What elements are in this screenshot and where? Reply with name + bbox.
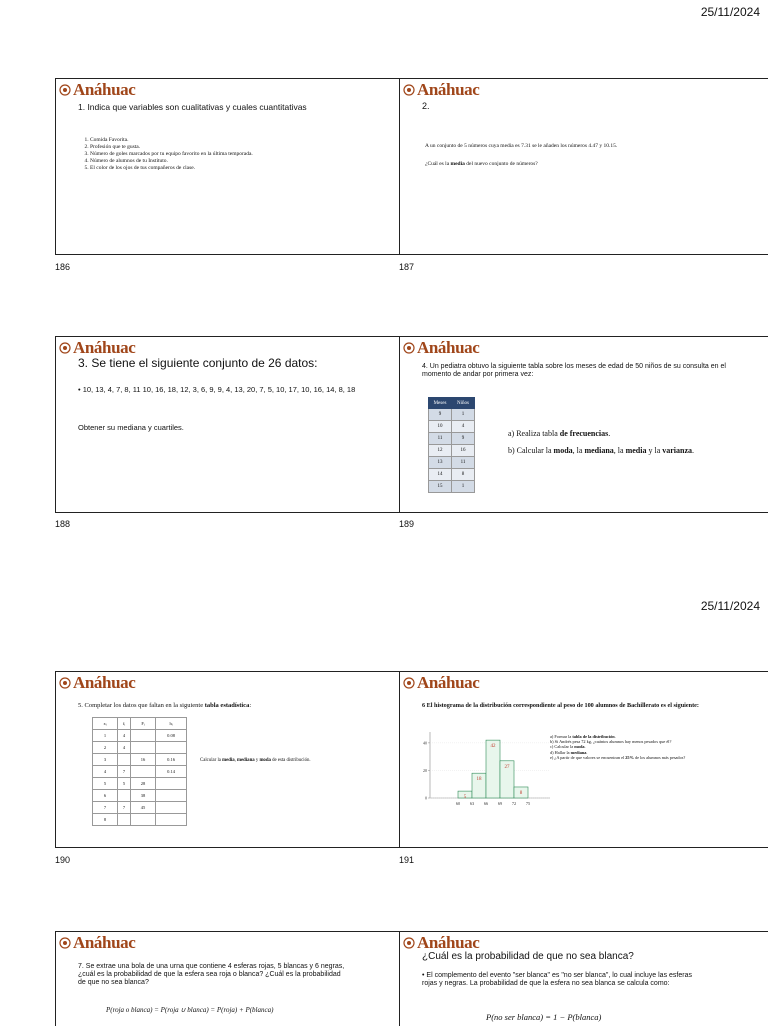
slide-193[interactable] bbox=[399, 931, 768, 1026]
task-text: Calcular la media, mediana y moda de esta distribución. bbox=[200, 758, 311, 763]
y-tick-label: 0 bbox=[425, 795, 427, 801]
question-text: A un conjunto de 5 números cuya media es 7.31 se le añaden los números 4.47 y 10.15. bbox=[425, 143, 618, 149]
x-tick-label: 60 bbox=[455, 801, 461, 806]
table-row: 15 1 bbox=[429, 481, 475, 493]
slide-190[interactable] bbox=[55, 671, 425, 848]
list-item: 3. Número de goles marcados por tu equipo favorito en la última temporada. bbox=[90, 151, 420, 158]
table-row: 10 4 bbox=[429, 421, 475, 433]
brand-logo: Anáhuac bbox=[59, 339, 135, 357]
anahuac-seal-icon bbox=[59, 677, 71, 689]
x-tick-label: 72 bbox=[511, 801, 517, 806]
brand-logo: Anáhuac bbox=[59, 81, 135, 99]
slide-title: 3. Se tiene el siguiente conjunto de 26 datos: bbox=[78, 356, 318, 370]
anahuac-seal-icon bbox=[403, 84, 415, 96]
question-list bbox=[78, 137, 420, 172]
list-item: 2. Profesión que te gusta. bbox=[90, 144, 420, 151]
question-a: a) Formar la tabla de la distribución. bbox=[550, 734, 616, 739]
slide-186[interactable] bbox=[55, 78, 425, 255]
frequency-table bbox=[428, 397, 475, 493]
formula: P(roja o blanca) = P(roja ∪ blanca) = P(roja) + P(blanca) bbox=[106, 1006, 274, 1014]
x-tick-label: 69 bbox=[497, 801, 503, 806]
brand-logo: Anáhuac bbox=[59, 934, 135, 952]
x-tick-label: 75 bbox=[525, 801, 531, 806]
data-list: • 10, 13, 4, 7, 8, 11 10, 16, 18, 12, 3, 6, 9, 9, 4, 13, 20, 7, 5, 10, 17, 10, 16, 14, 8, 18 bbox=[78, 385, 356, 394]
question-e: e) ¿A partir de que valores se encuentran el 25% de los alumnos más pesados? bbox=[550, 754, 686, 760]
slide-title: 6 El histograma de la distribución correspondiente al peso de 100 alumnos de Bachillerato es el siguiente: bbox=[422, 702, 699, 709]
table-row: 12 16 bbox=[429, 445, 475, 457]
list-item: 5. El color de los ojos de tus compañeros de clase. bbox=[90, 165, 420, 172]
brand-logo: Anáhuac bbox=[403, 674, 479, 692]
slide-192[interactable] bbox=[55, 931, 425, 1026]
question-d: d) Hallar la mediana. bbox=[550, 749, 588, 755]
y-tick-label: 20 bbox=[423, 767, 427, 773]
slide-number: 188 bbox=[55, 519, 71, 529]
slide-title: ¿Cuál es la probabilidad de que no sea blanca? bbox=[422, 951, 634, 962]
y-tick-label: 40 bbox=[423, 740, 427, 746]
anahuac-seal-icon bbox=[403, 677, 415, 689]
task-text: Obtener su mediana y cuartiles. bbox=[78, 423, 184, 432]
slide-number: 190 bbox=[55, 855, 71, 865]
slide-188[interactable] bbox=[55, 336, 425, 513]
task-list bbox=[508, 425, 698, 459]
slide-191[interactable] bbox=[399, 671, 768, 848]
bar-value-label: 27 bbox=[504, 764, 510, 770]
task-b: b) Calcular la moda, la mediana, la media y la varianza. bbox=[508, 446, 695, 455]
brand-logo: Anáhuac bbox=[403, 81, 479, 99]
bar-value-label: 18 bbox=[476, 777, 482, 783]
task-a: a) Realiza tabla de frecuencias. bbox=[508, 429, 611, 438]
brand-logo: Anáhuac bbox=[403, 934, 479, 952]
question-b: b) Si Andrés pesa 72 kg, ¿cuántos alumnos hay menos pesados que él? bbox=[550, 739, 672, 745]
formula: P(no ser blanca) = 1 − P(blanca) bbox=[486, 1012, 602, 1022]
bar-value-label: 5 bbox=[463, 795, 467, 801]
page-date-top: 25/11/2024 bbox=[700, 5, 760, 19]
table-row: 5 5 28 bbox=[93, 778, 187, 790]
slide-title: 1. Indica que variables son cualitativas y cuales cuantitativas bbox=[78, 102, 307, 112]
anahuac-seal-icon bbox=[59, 342, 71, 354]
bullet-text: • El complemento del evento "ser blanca" es "no ser blanca", lo cual incluye las esferas rojas y negras. La probabilidad de que la esfera no sea blanca se calcula como: bbox=[422, 972, 692, 987]
slide-number: 191 bbox=[399, 855, 415, 865]
table-header: fᵢ bbox=[118, 718, 131, 730]
table-row: 8 bbox=[93, 814, 187, 826]
table-row: 13 11 bbox=[429, 457, 475, 469]
anahuac-seal-icon bbox=[403, 937, 415, 949]
slide-187[interactable] bbox=[399, 78, 768, 255]
question-list bbox=[550, 734, 712, 760]
table-row: 9 1 bbox=[429, 409, 475, 421]
table-header: Fᵢ bbox=[131, 718, 156, 730]
anahuac-seal-icon bbox=[59, 84, 71, 96]
anahuac-seal-icon bbox=[403, 342, 415, 354]
table-row: 7 7 45 bbox=[93, 802, 187, 814]
table-row: 14 8 bbox=[429, 469, 475, 481]
slide-title: 4. Un pediatra obtuvo la siguiente tabla sobre los meses de edad de 50 niños de su consulta en el momento de andar por primera vez: bbox=[422, 363, 726, 378]
question-c: c) Calcular la moda. bbox=[550, 744, 586, 750]
table-row: 6 38 bbox=[93, 790, 187, 802]
x-tick-label: 63 bbox=[469, 801, 475, 806]
table-header: Meses bbox=[429, 398, 452, 409]
slide-title: 2. bbox=[422, 101, 430, 111]
list-item: 4. Número de alumnos de tu Instituto. bbox=[90, 158, 420, 165]
bar-value-label: 8 bbox=[519, 790, 523, 796]
table-row: 11 9 bbox=[429, 433, 475, 445]
table-header: xᵢ bbox=[93, 718, 118, 730]
slide-title: 5. Completar los datos que faltan en la siguiente tabla estadística: bbox=[78, 702, 252, 709]
slide-number: 187 bbox=[399, 262, 415, 272]
slide-number: 186 bbox=[55, 262, 71, 272]
histogram-chart bbox=[410, 728, 550, 812]
brand-logo: Anáhuac bbox=[403, 339, 479, 357]
table-row: 1 4 0.08 bbox=[93, 730, 187, 742]
list-item: 1. Comida Favorita. bbox=[90, 137, 420, 144]
table-row: 2 4 bbox=[93, 742, 187, 754]
table-header: hᵢ bbox=[156, 718, 187, 730]
brand-logo: Anáhuac bbox=[59, 674, 135, 692]
table-row: 3 16 0.16 bbox=[93, 754, 187, 766]
statistics-table bbox=[92, 717, 187, 826]
table-row: 4 7 0.14 bbox=[93, 766, 187, 778]
slide-number: 189 bbox=[399, 519, 415, 529]
page-date-middle: 25/11/2024 bbox=[700, 599, 760, 613]
table-header: Niños bbox=[452, 398, 475, 409]
x-tick-label: 66 bbox=[483, 801, 489, 806]
slide-189[interactable] bbox=[399, 336, 768, 513]
bar-value-label: 42 bbox=[490, 744, 496, 750]
question-text: ¿Cuál es la media del nuevo conjunto de números? bbox=[425, 161, 538, 167]
slide-title: 7. Se extrae una bola de una urna que contiene 4 esferas rojas, 5 blancas y 6 negras, ¿cuál es la probabilidad de que la esfera sea roja o blanca? ¿Cuál es la probabilidad de que no sea blanca? bbox=[78, 963, 345, 986]
anahuac-seal-icon bbox=[59, 937, 71, 949]
